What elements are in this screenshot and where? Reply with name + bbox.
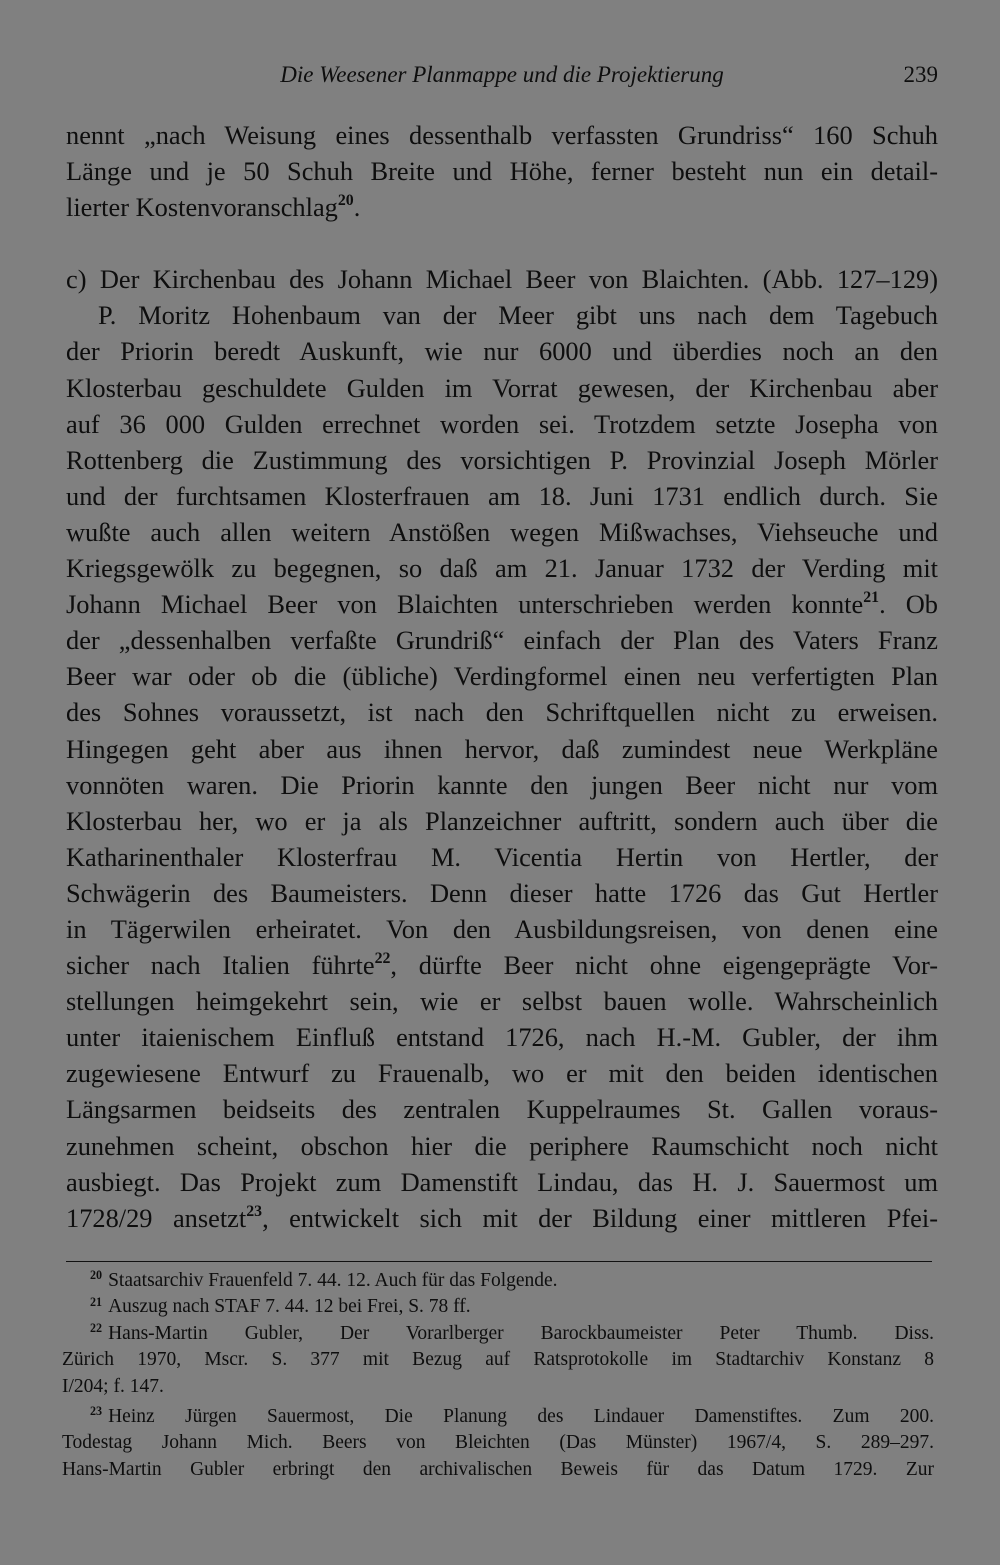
page-number: 239 [903,62,938,87]
text-fragment: lierter Kostenvoranschlag [66,192,338,223]
footnote-number: 23 [90,1404,103,1419]
text-fragment: Johann Michael Beer von Blaichten unterschrieben werden konnte [66,589,864,620]
text-line: vonnöten waren. Die Priorin kannte den jungen Beer nicht nur vom [66,769,938,800]
text-line: der Priorin beredt Auskunft, wie nur 6000 und überdies noch an den [66,336,938,367]
paragraph-gap [66,225,938,261]
footnote-23-line: Todestag Johann Mich. Beers von Bleichten (Das Münster) 1967/4, S. 289–297. [62,1432,934,1454]
footnote-reference-23: 23 [246,1202,263,1220]
text-line: Kriegsgewölk zu begegnen, so daß am 21. Januar 1732 der Verding mit [66,553,938,584]
text-line [66,947,938,983]
text-line: zunehmen scheint, obschon hier die periphere Raumschicht noch nicht [66,1130,938,1161]
text-line: des Sohnes voraussetzt, ist nach den Schriftquellen nicht zu erweisen. [66,697,938,728]
footnote-divider [66,1261,932,1262]
footnote-text: Auszug nach STAF 7. 44. 12 bei Frei, S. 78 ff. [108,1296,471,1318]
footnote-text: Staatsarchiv Frauenfeld 7. 44. 12. Auch für das Folgende. [108,1270,558,1291]
footnote-22-line: Zürich 1970, Mscr. S. 377 mit Bezug auf Ratsprotokolle im Stadtarchiv Konstanz 8 [62,1349,934,1371]
text-fragment: , entwickelt sich mit der Bildung einer mittleren Pfei- [262,1202,938,1233]
footnote-number: 20 [90,1268,103,1283]
text-line: unter itaienischem Einfluß entstand 1726, nach H.-M. Gubler, der ihm [66,1022,938,1053]
text-line: zugewiesene Entwurf zu Frauenalb, wo er mit den beiden identischen [66,1058,938,1089]
footnote-reference-21: 21 [863,589,880,607]
text-line: Klosterbau her, wo er ja als Planzeichner auftritt, sondern auch über die [66,805,938,836]
footnote-22-line: I/204; f. 147. [62,1375,164,1397]
text-line [66,586,938,622]
text-fragment: . Ob [879,589,938,620]
text-fragment: , dürfte Beer nicht ohne eigengeprägte Vor- [390,950,938,981]
text-line: auf 36 000 Gulden errechnet worden sei. Trotzdem setzte Josepha von [66,408,938,439]
text-line: Längsarmen beidseits des zentralen Kuppelraumes St. Gallen voraus- [66,1094,938,1125]
text-fragment: 1728/29 ansetzt [66,1202,247,1233]
text-line: und der furchtsamen Klosterfrauen am 18. Juni 1731 endlich durch. Sie [66,480,938,511]
text-line: der „dessenhalben verfaßte Grundriß“ einfach der Plan des Vaters Franz [66,625,938,656]
footnotes [62,1268,934,1483]
text-line: Klosterbau geschuldete Gulden im Vorrat gewesen, der Kirchenbau aber [66,372,938,403]
running-title: Die Weesener Planmappe und die Projektierung [280,62,724,87]
text-line: Schwägerin des Baumeisters. Denn dieser hatte 1726 das Gut Hertler [66,877,938,908]
text-line [66,1200,938,1236]
footnote-reference-20: 20 [337,192,354,210]
text-line: stellungen heimgekehrt sein, wie er selbst bauen wolle. Wahrscheinlich [66,986,938,1017]
text-fragment: . [353,192,361,223]
footnote-21 [62,1294,934,1320]
footnote-text: Heinz Jürgen Sauermost, Die Planung des Lindauer Damenstiftes. Zum 200. [108,1405,934,1427]
text-line: ausbiegt. Das Projekt zum Damenstift Lindau, das H. J. Sauermost um [66,1166,938,1197]
text-line: Länge und je 50 Schuh Breite und Höhe, ferner besteht nun ein detail- [66,156,938,187]
text-line [66,189,938,225]
footnote-20 [62,1268,934,1294]
footnote-text: Hans-Martin Gubler, Der Vorarlberger Barockbaumeister Peter Thumb. Diss. [108,1322,934,1344]
text-line: Beer war oder ob die (übliche) Verdingformel einen neu verfertigten Plan [66,661,938,692]
footnote-23 [62,1404,934,1430]
text-line: in Tägerwilen erheiratet. Von den Ausbildungsreisen, von denen eine [66,913,938,944]
text-line: wußte auch allen weitern Anstößen wegen Mißwachses, Viehseuche und [66,516,938,547]
running-head [66,62,938,92]
footnote-number: 22 [90,1321,103,1336]
footnote-23-line: Hans-Martin Gubler erbringt den archivalischen Beweis für das Datum 1729. Zur [62,1458,934,1480]
footnote-22 [62,1321,934,1347]
text-line: P. Moritz Hohenbaum van der Meer gibt uns nach dem Tagebuch [98,300,938,331]
text-line: Katharinenthaler Klosterfrau M. Vicentia Hertin von Hertler, der [66,841,938,872]
footnote-number: 21 [90,1294,103,1309]
body-text [66,117,938,1236]
text-line: Hingegen geht aber aus ihnen hervor, daß zumindest neue Werkpläne [66,733,938,764]
text-line: nennt „nach Weisung eines dessenthalb verfassten Grundriss“ 160 Schuh [66,120,938,150]
section-heading: c) Der Kirchenbau des Johann Michael Beer von Blaichten. (Abb. 127–129) [66,264,938,295]
text-fragment: sicher nach Italien führte [66,950,375,981]
footnote-reference-22: 22 [374,949,391,967]
text-line: Rottenberg die Zustimmung des vorsichtigen P. Provinzial Joseph Mörler [66,444,938,475]
